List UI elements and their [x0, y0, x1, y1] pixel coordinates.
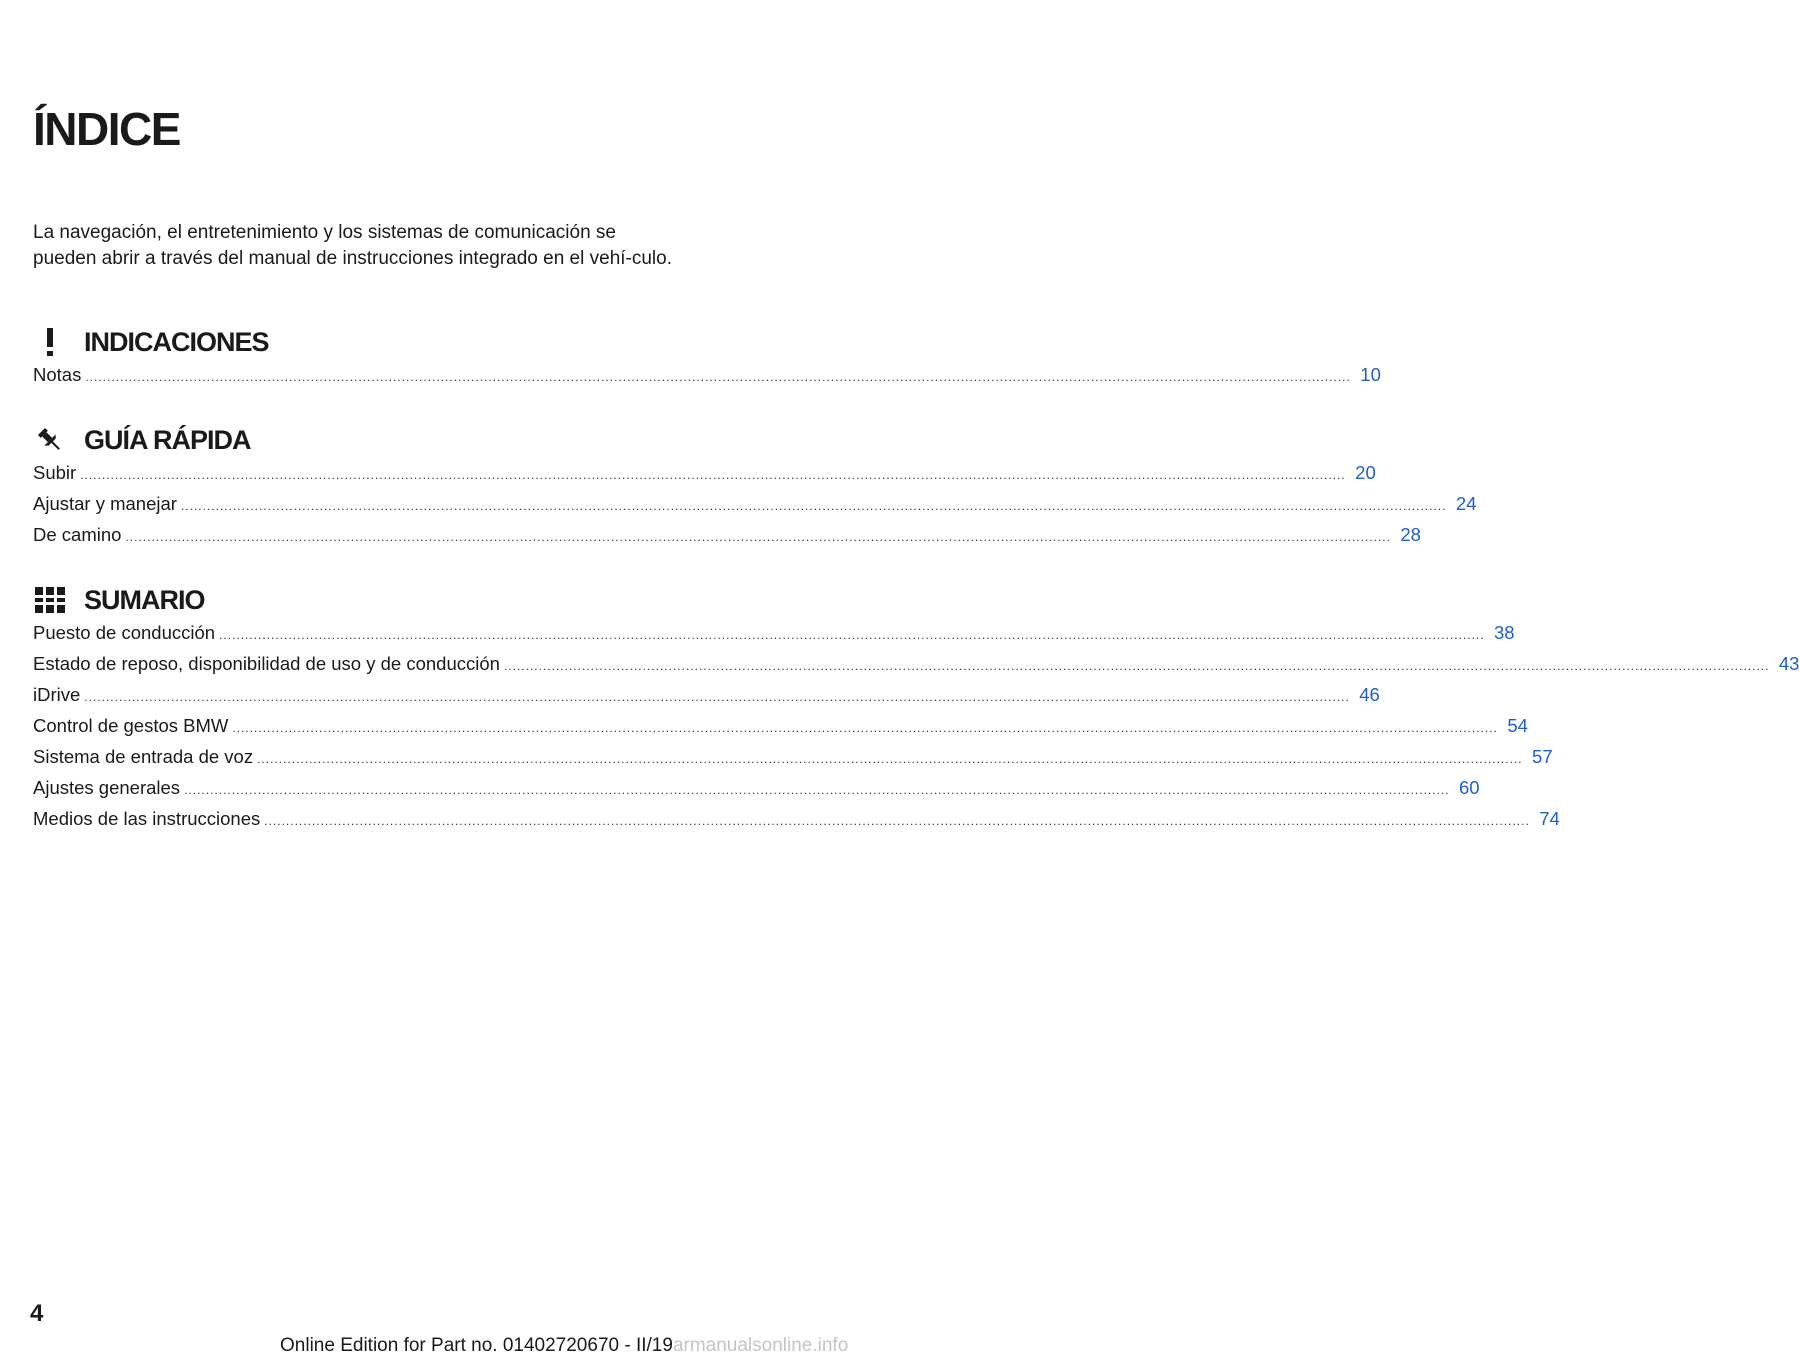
- footer-edition: Online Edition for Part no. 01402720670 - II/19: [280, 1335, 673, 1356]
- section-title: GUÍA RÁPIDA: [84, 424, 251, 455]
- toc-entry-label: De camino: [33, 524, 122, 545]
- toc-entry-notas[interactable]: [33, 364, 1381, 395]
- leader-dots: ....................................................................................................................................................................................................................................................................................................: [232, 721, 1498, 735]
- pushpin-icon: [33, 423, 67, 457]
- page-number: 4: [30, 1300, 44, 1327]
- toc-entry-page[interactable]: 20: [1355, 462, 1376, 483]
- leader-dots: ....................................................................................................................................................................................................................................................................................................: [84, 690, 1350, 704]
- toc-entry-page[interactable]: 54: [1507, 715, 1528, 736]
- toc-entry-medios-de-las-instrucciones[interactable]: [33, 808, 1560, 839]
- toc-list: [33, 622, 1799, 839]
- toc-entry-page[interactable]: 57: [1532, 746, 1553, 767]
- toc-list: [33, 462, 1477, 555]
- toc-entry-page[interactable]: 60: [1459, 777, 1480, 798]
- toc-entry-de-camino[interactable]: [33, 524, 1421, 555]
- toc-entry-label: Ajustar y manejar: [33, 493, 177, 514]
- toc-entry-label: iDrive: [33, 684, 81, 705]
- section-header: [33, 580, 689, 620]
- toc-entry-entrada-de-voz[interactable]: [33, 746, 1553, 777]
- toc-entry-page[interactable]: 74: [1539, 808, 1560, 829]
- leader-dots: ....................................................................................................................................................................................................................................................................................................: [80, 468, 1346, 482]
- toc-entry-label: Medios de las instrucciones: [33, 808, 261, 829]
- section-title: INDICACIONES: [84, 326, 269, 357]
- toc-entry-page[interactable]: 24: [1455, 493, 1477, 514]
- toc-entry-page[interactable]: 43: [1778, 653, 1799, 674]
- grid-icon: [33, 583, 67, 617]
- toc-entry-puesto-de-conduccion[interactable]: [33, 622, 1515, 653]
- toc-entry-label: Notas: [33, 364, 82, 385]
- leader-dots: ....................................................................................................................................................................................................................................................................................................: [180, 499, 1447, 513]
- toc-entry-label: Subir: [33, 462, 77, 483]
- toc-entry-page[interactable]: 46: [1359, 684, 1380, 705]
- section-header: [33, 420, 689, 460]
- section-guia-rapida: [33, 420, 1477, 555]
- toc-entry-label: Sistema de entrada de voz: [33, 746, 254, 767]
- intro-text: La navegación, el entretenimiento y los sistemas de comunicación se pueden abrir a través del manual de instrucciones integrado en el vehí-culo.: [33, 222, 672, 269]
- toc-entry-label: Puesto de conducción: [33, 622, 216, 643]
- leader-dots: ....................................................................................................................................................................................................................................................................................................: [264, 814, 1530, 828]
- leader-dots: ....................................................................................................................................................................................................................................................................................................: [219, 628, 1485, 642]
- toc-entry-page[interactable]: 10: [1360, 364, 1381, 385]
- leader-dots: ....................................................................................................................................................................................................................................................................................................: [503, 659, 1770, 673]
- toc-entry-label: Ajustes generales: [33, 777, 181, 798]
- leader-dots: ....................................................................................................................................................................................................................................................................................................: [125, 530, 1391, 544]
- section-sumario: [33, 580, 1799, 839]
- toc-entry-label: Control de gestos BMW: [33, 715, 229, 736]
- toc-entry-control-de-gestos[interactable]: [33, 715, 1528, 746]
- page-title: ÍNDICE: [33, 103, 180, 155]
- toc-entry-ajustes-generales[interactable]: [33, 777, 1480, 808]
- footer: [280, 1335, 848, 1357]
- section-header: [33, 322, 689, 362]
- toc-entry-estado-de-reposo[interactable]: [33, 653, 1799, 684]
- section-indicaciones: [33, 322, 1381, 395]
- exclamation-icon: [33, 325, 67, 359]
- leader-dots: ....................................................................................................................................................................................................................................................................................................: [184, 783, 1450, 797]
- leader-dots: ....................................................................................................................................................................................................................................................................................................: [85, 370, 1351, 384]
- toc-entry-page[interactable]: 28: [1400, 524, 1421, 545]
- toc-list: [33, 364, 1381, 395]
- leader-dots: ....................................................................................................................................................................................................................................................................................................: [257, 752, 1523, 766]
- toc-entry-label: Estado de reposo, disponibilidad de uso y de conducción: [33, 653, 500, 674]
- section-title: SUMARIO: [84, 584, 205, 615]
- toc-entry-ajustar-y-manejar[interactable]: [33, 493, 1477, 524]
- toc-entry-idrive[interactable]: [33, 684, 1380, 715]
- footer-watermark: armanualsonline.info: [672, 1335, 849, 1356]
- toc-entry-page[interactable]: 38: [1494, 622, 1515, 643]
- toc-entry-subir[interactable]: [33, 462, 1376, 493]
